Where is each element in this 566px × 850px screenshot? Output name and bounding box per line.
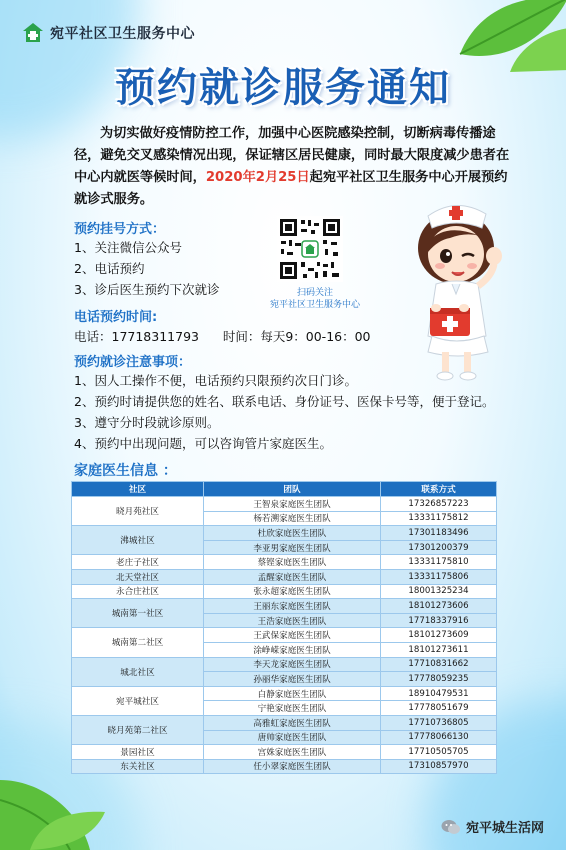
qr-caption: 扫码关注	[296, 288, 333, 298]
phone-cell: 17326857223	[381, 497, 497, 512]
qr-code-icon	[277, 216, 343, 282]
booking-methods-heading: 预约挂号方式：	[74, 222, 166, 237]
phone-cell: 18101273606	[381, 599, 497, 614]
phone-cell: 18101273609	[381, 628, 497, 643]
phone-cell: 17710736805	[381, 715, 497, 730]
community-cell: 晓月苑社区	[72, 497, 204, 526]
community-cell: 沸城社区	[72, 526, 204, 555]
community-cell: 永合庄社区	[72, 584, 204, 599]
phone-cell: 13331175810	[381, 555, 497, 570]
team-cell: 李亚男家庭医生团队	[204, 540, 381, 555]
table-header-row	[72, 482, 497, 497]
family-doctor-table	[71, 481, 496, 774]
team-cell: 蔡铿家庭医生团队	[204, 555, 381, 570]
team-cell: 杨若溯家庭医生团队	[204, 511, 381, 526]
phone-cell: 13331175806	[381, 569, 497, 584]
table-row	[72, 599, 497, 614]
team-cell: 张永超家庭医生团队	[204, 584, 381, 599]
table-body	[72, 497, 497, 774]
intro-text-end: 起宛平社区卫生服务中心开展预约就诊式服务。	[74, 170, 508, 207]
community-cell: 老庄子社区	[72, 555, 204, 570]
health-center-logo-icon	[22, 22, 44, 44]
booking-method-item: 2、电话预约	[74, 261, 145, 276]
table-row	[72, 497, 497, 512]
booking-method-item: 1、关注微信公众号	[74, 240, 182, 255]
team-cell: 宫姝家庭医生团队	[204, 745, 381, 760]
community-cell: 东关社区	[72, 759, 204, 774]
team-cell: 王浩家庭医生团队	[204, 613, 381, 628]
qr-caption-org: 宛平社区卫生服务中心	[269, 300, 360, 310]
team-cell: 孙丽华家庭医生团队	[204, 672, 381, 687]
phone-cell: 17778051679	[381, 701, 497, 716]
note-item: 3、遵守分时段就诊原则。	[74, 415, 220, 430]
watermark-text: 宛平城生活网	[465, 821, 544, 836]
community-cell: 城南第二社区	[72, 628, 204, 657]
community-cell: 晓月苑第二社区	[72, 715, 204, 744]
team-cell: 王丽东家庭医生团队	[204, 599, 381, 614]
team-cell: 王武保家庭医生团队	[204, 628, 381, 643]
booking-method-item: 3、诊后医生预约下次就诊	[74, 282, 220, 297]
column-header: 联系方式	[381, 482, 497, 497]
community-cell: 北天堂社区	[72, 569, 204, 584]
header	[22, 20, 195, 46]
nurse-illustration	[406, 196, 528, 384]
team-cell: 涂峥嵘家庭医生团队	[204, 642, 381, 657]
family-doctor-heading: 家庭医生信息 ：	[74, 463, 177, 479]
intro-text: 为切实做好疫情防控工作，加强中心医院感染控制，切断病毒传播途径，避免交叉感染情况出现，保证辖区居民健康，同时最大限度减少患者在中心内就医等候时间，	[74, 126, 510, 185]
phone-cell: 17310857970	[381, 759, 497, 774]
team-cell: 高雅虹家庭医生团队	[204, 715, 381, 730]
team-cell: 李天龙家庭医生团队	[204, 657, 381, 672]
phone-cell: 17778059235	[381, 672, 497, 687]
community-cell: 城南第一社区	[72, 599, 204, 628]
table-row	[72, 526, 497, 541]
org-name: 宛平社区卫生服务中心	[50, 26, 195, 42]
team-cell: 任小翠家庭医生团队	[204, 759, 381, 774]
table-row	[72, 715, 497, 730]
community-cell: 城北社区	[72, 657, 204, 686]
phone-cell: 17301183496	[381, 526, 497, 541]
phone-booking-heading: 电话预约时间:	[74, 310, 158, 325]
column-header: 团队	[204, 482, 381, 497]
note-item: 1、因人工操作不便，电话预约只限预约次日门诊。	[74, 373, 357, 388]
table-row	[72, 686, 497, 701]
phone-cell: 18910479531	[381, 686, 497, 701]
team-cell: 孟醒家庭医生团队	[204, 569, 381, 584]
table-row	[72, 759, 497, 774]
team-cell: 宁艳家庭医生团队	[204, 701, 381, 716]
phone-cell: 18101273611	[381, 642, 497, 657]
phone-cell: 17710505705	[381, 745, 497, 760]
page-title: 预约就诊服务通知	[115, 65, 451, 111]
team-cell: 白静家庭医生团队	[204, 686, 381, 701]
table-row	[72, 569, 497, 584]
table-row	[72, 745, 497, 760]
table-row	[72, 584, 497, 599]
note-item: 2、预约时请提供您的姓名、联系电话、身份证号、医保卡号等，便于登记。	[74, 394, 495, 409]
community-cell: 景园社区	[72, 745, 204, 760]
team-cell: 唐帅家庭医生团队	[204, 730, 381, 745]
table-row	[72, 657, 497, 672]
community-cell: 宛平城社区	[72, 686, 204, 715]
phone-cell: 13331175812	[381, 511, 497, 526]
team-cell: 杜欣家庭医生团队	[204, 526, 381, 541]
watermark	[441, 817, 544, 836]
table-row	[72, 628, 497, 643]
team-cell: 王智泉家庭医生团队	[204, 497, 381, 512]
phone-cell: 17718337916	[381, 613, 497, 628]
phone-cell: 17778066130	[381, 730, 497, 745]
phone-cell: 18001325234	[381, 584, 497, 599]
phone-cell: 17301200379	[381, 540, 497, 555]
phone-booking-detail: 电话：17718311793 时间：每天9：00-16：00	[74, 329, 371, 344]
column-header: 社区	[72, 482, 204, 497]
wechat-icon	[441, 819, 461, 835]
phone-cell: 17710831662	[381, 657, 497, 672]
notes-heading: 预约就诊注意事项：	[74, 355, 192, 370]
intro-date: 2020年2月25日	[205, 170, 310, 185]
table-row	[72, 555, 497, 570]
note-item: 4、预约中出现问题，可以咨询管片家庭医生。	[74, 436, 332, 451]
wechat-qr-code[interactable]	[277, 216, 343, 282]
